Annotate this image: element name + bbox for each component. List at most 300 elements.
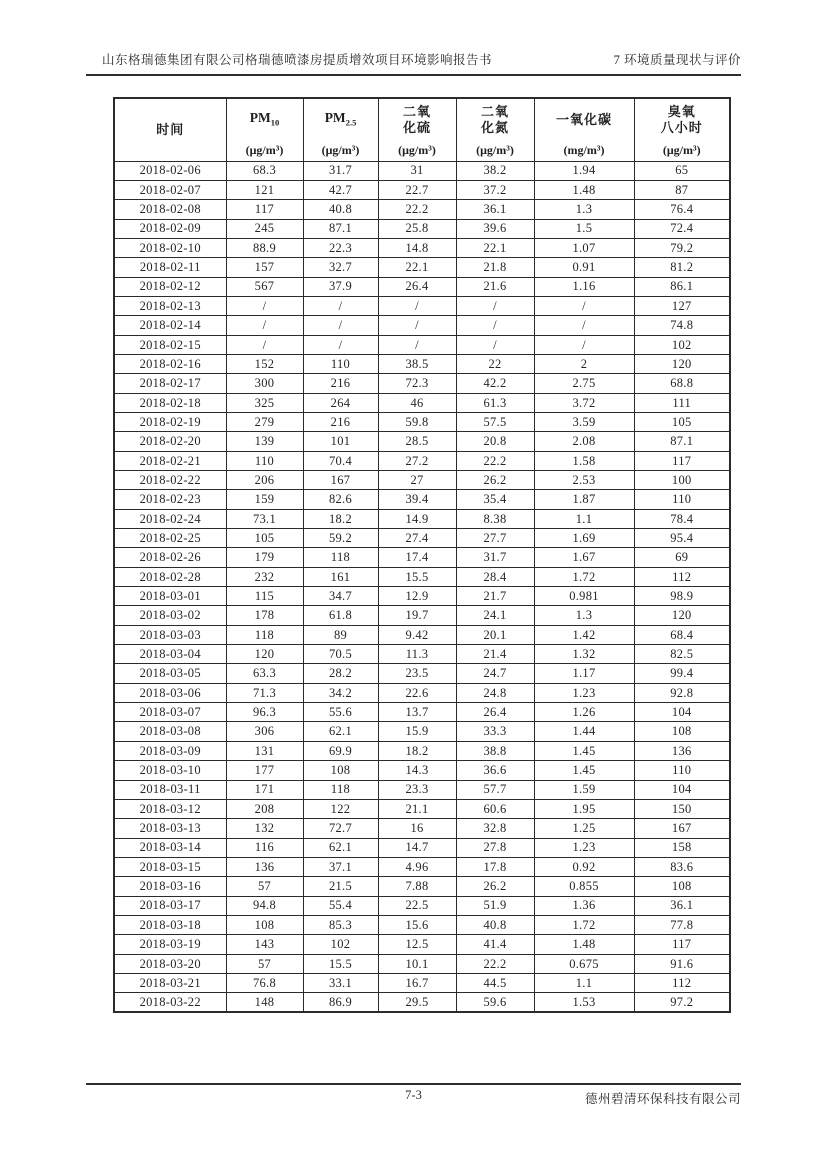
value-cell: 37.9: [303, 277, 378, 296]
value-cell: 14.9: [378, 509, 456, 528]
column-header-so2: [378, 98, 456, 161]
value-cell: 21.4: [456, 645, 534, 664]
value-cell: 69: [634, 548, 730, 567]
column-header-co: [534, 98, 634, 161]
value-cell: 131: [226, 741, 303, 760]
value-cell: 24.8: [456, 683, 534, 702]
value-cell: 21.7: [456, 587, 534, 606]
value-cell: 232: [226, 567, 303, 586]
value-cell: 14.7: [378, 838, 456, 857]
value-cell: 26.4: [456, 703, 534, 722]
value-cell: 122: [303, 799, 378, 818]
report-title: 山东格瑞德集团有限公司格瑞德喷漆房提质增效项目环境影响报告书: [102, 53, 493, 67]
column-header-date: [114, 98, 226, 161]
value-cell: 70.5: [303, 645, 378, 664]
value-cell: 159: [226, 490, 303, 509]
value-cell: 15.9: [378, 722, 456, 741]
value-cell: 10.1: [378, 954, 456, 973]
value-cell: /: [456, 335, 534, 354]
date-cell: 2018-02-06: [114, 161, 226, 180]
value-cell: 21.1: [378, 799, 456, 818]
table-row: [114, 915, 730, 934]
table-body: [114, 161, 730, 1012]
value-cell: 1.23: [534, 683, 634, 702]
table-row: [114, 857, 730, 876]
value-cell: 108: [634, 722, 730, 741]
table-row: [114, 954, 730, 973]
date-cell: 2018-03-14: [114, 838, 226, 857]
table-row: [114, 703, 730, 722]
value-cell: 34.7: [303, 587, 378, 606]
value-cell: 112: [634, 973, 730, 992]
value-cell: 115: [226, 587, 303, 606]
date-cell: 2018-02-20: [114, 432, 226, 451]
value-cell: 15.5: [303, 954, 378, 973]
column-header-o3: [634, 98, 730, 161]
value-cell: 40.8: [456, 915, 534, 934]
value-cell: 13.7: [378, 703, 456, 722]
value-cell: 1.59: [534, 780, 634, 799]
table-row: [114, 780, 730, 799]
value-cell: 65: [634, 161, 730, 180]
page-header: [86, 50, 741, 76]
table-row: [114, 548, 730, 567]
table-row: [114, 683, 730, 702]
value-cell: 68.8: [634, 374, 730, 393]
value-cell: 59.6: [456, 993, 534, 1012]
value-cell: 110: [226, 451, 303, 470]
value-cell: 2.08: [534, 432, 634, 451]
value-cell: 105: [634, 412, 730, 431]
value-cell: 118: [226, 625, 303, 644]
date-cell: 2018-03-13: [114, 819, 226, 838]
date-cell: 2018-02-15: [114, 335, 226, 354]
value-cell: /: [226, 335, 303, 354]
value-cell: 21.6: [456, 277, 534, 296]
value-cell: 3.72: [534, 393, 634, 412]
value-cell: 33.1: [303, 973, 378, 992]
value-cell: 20.1: [456, 625, 534, 644]
value-cell: 306: [226, 722, 303, 741]
value-cell: 139: [226, 432, 303, 451]
value-cell: 208: [226, 799, 303, 818]
value-cell: 117: [634, 451, 730, 470]
value-cell: 26.4: [378, 277, 456, 296]
date-cell: 2018-02-17: [114, 374, 226, 393]
value-cell: 179: [226, 548, 303, 567]
table-row: [114, 238, 730, 257]
date-cell: 2018-03-11: [114, 780, 226, 799]
value-cell: 117: [634, 935, 730, 954]
value-cell: 36.1: [634, 896, 730, 915]
table-row: [114, 471, 730, 490]
value-cell: 21.5: [303, 877, 378, 896]
table-row: [114, 335, 730, 354]
value-cell: 16: [378, 819, 456, 838]
value-cell: 40.8: [303, 200, 378, 219]
value-cell: 57.5: [456, 412, 534, 431]
value-cell: /: [534, 335, 634, 354]
value-cell: 161: [303, 567, 378, 586]
table-row: [114, 625, 730, 644]
value-cell: 216: [303, 412, 378, 431]
value-cell: 1.44: [534, 722, 634, 741]
value-cell: 32.7: [303, 258, 378, 277]
date-cell: 2018-02-25: [114, 529, 226, 548]
column-unit: (μg/m³): [476, 142, 514, 157]
value-cell: /: [303, 335, 378, 354]
column-header-pm25: [303, 98, 378, 161]
value-cell: 0.675: [534, 954, 634, 973]
date-cell: 2018-02-07: [114, 180, 226, 199]
date-cell: 2018-02-09: [114, 219, 226, 238]
table-row: [114, 935, 730, 954]
value-cell: /: [456, 296, 534, 315]
value-cell: 9.42: [378, 625, 456, 644]
value-cell: 35.4: [456, 490, 534, 509]
value-cell: 104: [634, 780, 730, 799]
value-cell: 89: [303, 625, 378, 644]
column-unit: (μg/m³): [662, 142, 701, 157]
value-cell: 264: [303, 393, 378, 412]
value-cell: 27.2: [378, 451, 456, 470]
date-cell: 2018-02-08: [114, 200, 226, 219]
value-cell: 28.4: [456, 567, 534, 586]
value-cell: 1.87: [534, 490, 634, 509]
value-cell: 167: [634, 819, 730, 838]
date-cell: 2018-03-09: [114, 741, 226, 760]
value-cell: 91.6: [634, 954, 730, 973]
value-cell: 1.67: [534, 548, 634, 567]
value-cell: 150: [634, 799, 730, 818]
value-cell: 42.2: [456, 374, 534, 393]
value-cell: 36.6: [456, 761, 534, 780]
value-cell: 118: [303, 548, 378, 567]
column-unit: (μg/m³): [321, 142, 360, 157]
value-cell: 24.7: [456, 664, 534, 683]
table-row: [114, 761, 730, 780]
value-cell: 1.48: [534, 935, 634, 954]
page-footer: [86, 1083, 741, 1107]
value-cell: 61.8: [303, 606, 378, 625]
value-cell: 1.16: [534, 277, 634, 296]
value-cell: 16.7: [378, 973, 456, 992]
date-cell: 2018-03-05: [114, 664, 226, 683]
value-cell: 116: [226, 838, 303, 857]
value-cell: 22.6: [378, 683, 456, 702]
value-cell: 88.9: [226, 238, 303, 257]
table-row: [114, 200, 730, 219]
table-row: [114, 432, 730, 451]
value-cell: 23.5: [378, 664, 456, 683]
value-cell: 15.6: [378, 915, 456, 934]
value-cell: /: [534, 316, 634, 335]
value-cell: /: [456, 316, 534, 335]
column-unit: (μg/m³): [398, 142, 436, 157]
value-cell: /: [226, 316, 303, 335]
value-cell: 22.2: [456, 954, 534, 973]
value-cell: /: [226, 296, 303, 315]
value-cell: 23.3: [378, 780, 456, 799]
value-cell: 14.3: [378, 761, 456, 780]
value-cell: 74.8: [634, 316, 730, 335]
date-cell: 2018-03-08: [114, 722, 226, 741]
value-cell: 46: [378, 393, 456, 412]
value-cell: 78.4: [634, 509, 730, 528]
value-cell: 61.3: [456, 393, 534, 412]
value-cell: 1.72: [534, 915, 634, 934]
column-label: 一氧化碳: [555, 112, 612, 128]
column-label: 二氧: [402, 104, 431, 120]
value-cell: 120: [226, 645, 303, 664]
value-cell: 73.1: [226, 509, 303, 528]
column-label: 臭氧: [667, 104, 696, 120]
date-cell: 2018-02-23: [114, 490, 226, 509]
value-cell: 14.8: [378, 238, 456, 257]
value-cell: 105: [226, 529, 303, 548]
value-cell: 110: [634, 490, 730, 509]
value-cell: 21.8: [456, 258, 534, 277]
table-row: [114, 509, 730, 528]
value-cell: 59.8: [378, 412, 456, 431]
value-cell: 12.9: [378, 587, 456, 606]
value-cell: 32.8: [456, 819, 534, 838]
value-cell: 69.9: [303, 741, 378, 760]
value-cell: 27: [378, 471, 456, 490]
value-cell: 83.6: [634, 857, 730, 876]
value-cell: 26.2: [456, 471, 534, 490]
value-cell: 29.5: [378, 993, 456, 1012]
value-cell: 82.6: [303, 490, 378, 509]
value-cell: /: [534, 296, 634, 315]
value-cell: 72.4: [634, 219, 730, 238]
value-cell: 108: [226, 915, 303, 934]
value-cell: 99.4: [634, 664, 730, 683]
value-cell: 1.69: [534, 529, 634, 548]
date-cell: 2018-03-07: [114, 703, 226, 722]
value-cell: /: [378, 296, 456, 315]
value-cell: 62.1: [303, 722, 378, 741]
value-cell: 55.4: [303, 896, 378, 915]
value-cell: 31.7: [456, 548, 534, 567]
value-cell: 37.2: [456, 180, 534, 199]
table-row: [114, 993, 730, 1012]
value-cell: 2.75: [534, 374, 634, 393]
value-cell: 152: [226, 354, 303, 373]
value-cell: 22.2: [456, 451, 534, 470]
column-label: 化硫: [402, 120, 431, 136]
value-cell: 51.9: [456, 896, 534, 915]
value-cell: /: [303, 316, 378, 335]
table-row: [114, 258, 730, 277]
date-cell: 2018-02-22: [114, 471, 226, 490]
value-cell: 2.53: [534, 471, 634, 490]
value-cell: 18.2: [378, 741, 456, 760]
value-cell: 4.96: [378, 857, 456, 876]
value-cell: 15.5: [378, 567, 456, 586]
value-cell: 39.4: [378, 490, 456, 509]
column-unit: (mg/m³): [563, 142, 605, 157]
value-cell: 25.8: [378, 219, 456, 238]
value-cell: 1.72: [534, 567, 634, 586]
value-cell: 108: [634, 877, 730, 896]
value-cell: 136: [634, 741, 730, 760]
date-cell: 2018-02-18: [114, 393, 226, 412]
value-cell: 95.4: [634, 529, 730, 548]
value-cell: 63.3: [226, 664, 303, 683]
value-cell: 60.6: [456, 799, 534, 818]
table-row: [114, 412, 730, 431]
table-row: [114, 393, 730, 412]
value-cell: 0.855: [534, 877, 634, 896]
value-cell: 0.981: [534, 587, 634, 606]
table-row: [114, 316, 730, 335]
value-cell: 102: [634, 335, 730, 354]
date-cell: 2018-03-12: [114, 799, 226, 818]
value-cell: 148: [226, 993, 303, 1012]
table-row: [114, 374, 730, 393]
table-row: [114, 277, 730, 296]
date-cell: 2018-03-17: [114, 896, 226, 915]
value-cell: 216: [303, 374, 378, 393]
value-cell: 72.7: [303, 819, 378, 838]
value-cell: 110: [634, 761, 730, 780]
value-cell: 18.2: [303, 509, 378, 528]
table-row: [114, 180, 730, 199]
date-cell: 2018-03-06: [114, 683, 226, 702]
column-label: 化氮: [480, 120, 509, 136]
value-cell: /: [378, 316, 456, 335]
value-cell: 19.7: [378, 606, 456, 625]
value-cell: 111: [634, 393, 730, 412]
value-cell: 71.3: [226, 683, 303, 702]
value-cell: 118: [303, 780, 378, 799]
date-cell: 2018-02-21: [114, 451, 226, 470]
value-cell: 87.1: [303, 219, 378, 238]
date-cell: 2018-02-11: [114, 258, 226, 277]
value-cell: 38.8: [456, 741, 534, 760]
date-cell: 2018-03-03: [114, 625, 226, 644]
value-cell: 178: [226, 606, 303, 625]
column-label: 时间: [156, 121, 185, 137]
value-cell: 81.2: [634, 258, 730, 277]
value-cell: 68.3: [226, 161, 303, 180]
value-cell: 92.8: [634, 683, 730, 702]
value-cell: 1.17: [534, 664, 634, 683]
value-cell: 567: [226, 277, 303, 296]
table-row: [114, 354, 730, 373]
value-cell: 127: [634, 296, 730, 315]
value-cell: 77.8: [634, 915, 730, 934]
date-cell: 2018-03-20: [114, 954, 226, 973]
date-cell: 2018-02-10: [114, 238, 226, 257]
value-cell: 97.2: [634, 993, 730, 1012]
value-cell: 33.3: [456, 722, 534, 741]
value-cell: 22.1: [456, 238, 534, 257]
column-label: 二氧: [480, 104, 509, 120]
date-cell: 2018-02-19: [114, 412, 226, 431]
table-row: [114, 529, 730, 548]
date-cell: 2018-02-16: [114, 354, 226, 373]
value-cell: 1.3: [534, 606, 634, 625]
value-cell: 59.2: [303, 529, 378, 548]
value-cell: 1.36: [534, 896, 634, 915]
column-label: $PM_{2.5}$: [324, 109, 357, 128]
value-cell: 27.4: [378, 529, 456, 548]
value-cell: 2: [534, 354, 634, 373]
value-cell: 1.23: [534, 838, 634, 857]
date-cell: 2018-03-18: [114, 915, 226, 934]
table-row: [114, 219, 730, 238]
value-cell: 110: [303, 354, 378, 373]
value-cell: 68.4: [634, 625, 730, 644]
value-cell: 325: [226, 393, 303, 412]
value-cell: 87.1: [634, 432, 730, 451]
air-quality-table-container: [113, 97, 729, 1013]
value-cell: /: [378, 335, 456, 354]
value-cell: 1.1: [534, 973, 634, 992]
value-cell: 44.5: [456, 973, 534, 992]
date-cell: 2018-03-02: [114, 606, 226, 625]
value-cell: 22: [456, 354, 534, 373]
date-cell: 2018-03-19: [114, 935, 226, 954]
value-cell: 1.25: [534, 819, 634, 838]
date-cell: 2018-03-01: [114, 587, 226, 606]
air-quality-table: [113, 97, 731, 1013]
value-cell: 22.2: [378, 200, 456, 219]
value-cell: 62.1: [303, 838, 378, 857]
value-cell: 1.45: [534, 761, 634, 780]
date-cell: 2018-03-21: [114, 973, 226, 992]
value-cell: 120: [634, 606, 730, 625]
value-cell: 1.94: [534, 161, 634, 180]
value-cell: 101: [303, 432, 378, 451]
value-cell: 1.26: [534, 703, 634, 722]
value-cell: 94.8: [226, 896, 303, 915]
page-number: 7-3: [405, 1088, 422, 1102]
value-cell: 79.2: [634, 238, 730, 257]
value-cell: 11.3: [378, 645, 456, 664]
table-row: [114, 645, 730, 664]
chapter-title: 7 环境质量现状与评价: [613, 53, 741, 67]
value-cell: 27.7: [456, 529, 534, 548]
date-cell: 2018-03-04: [114, 645, 226, 664]
value-cell: 300: [226, 374, 303, 393]
table-row: [114, 567, 730, 586]
column-header-pm10: [226, 98, 303, 161]
value-cell: 143: [226, 935, 303, 954]
value-cell: 31: [378, 161, 456, 180]
value-cell: 1.58: [534, 451, 634, 470]
value-cell: 1.42: [534, 625, 634, 644]
value-cell: 120: [634, 354, 730, 373]
value-cell: 37.1: [303, 857, 378, 876]
value-cell: 121: [226, 180, 303, 199]
value-cell: 34.2: [303, 683, 378, 702]
value-cell: 55.6: [303, 703, 378, 722]
company-name: 德州碧清环保科技有限公司: [584, 1092, 741, 1106]
value-cell: 24.1: [456, 606, 534, 625]
table-row: [114, 722, 730, 741]
column-label: $PM_{10}$: [249, 109, 280, 128]
value-cell: 41.4: [456, 935, 534, 954]
value-cell: 22.3: [303, 238, 378, 257]
date-cell: 2018-02-14: [114, 316, 226, 335]
value-cell: 158: [634, 838, 730, 857]
value-cell: 38.2: [456, 161, 534, 180]
value-cell: 1.48: [534, 180, 634, 199]
value-cell: 87: [634, 180, 730, 199]
